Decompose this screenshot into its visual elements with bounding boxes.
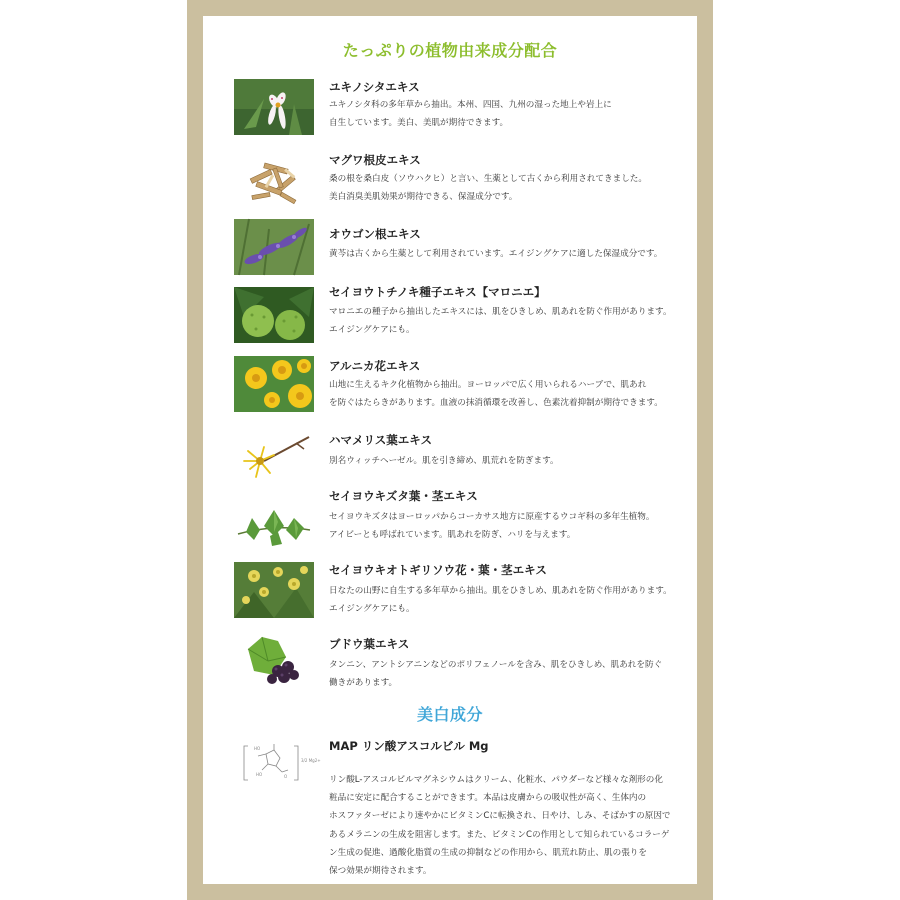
ingredient-photo [234, 429, 314, 485]
description-line: マロニエの種子から抽出したエキスには、肌をひきしめ、肌あれを防ぐ作用があります。 [329, 307, 672, 317]
svg-text:HO: HO [256, 772, 263, 777]
description-line: ユキノシタ科の多年草から抽出。本州、四国、九州の湿った地上や岩上に [329, 100, 612, 110]
ingredient-photo [234, 496, 314, 552]
description-line: 美白消臭美肌効果が期待できる、保湿成分です。 [329, 192, 518, 202]
ingredient-description [329, 303, 672, 339]
description-line: 自生しています。美白、美肌が期待できます。 [329, 118, 509, 128]
description-line: 働きがあります。 [329, 678, 398, 688]
description-line: 保つ効果が期待されます。 [329, 866, 432, 877]
ingredient-photo [234, 287, 314, 343]
whitening-title: 美白成分 [416, 705, 483, 724]
ingredient-description [329, 452, 559, 470]
ingredient-description [329, 656, 662, 692]
description-line: 黄芩は古くから生薬として利用されています。エイジングケアに適した保湿成分です。 [329, 249, 663, 259]
svg-text:HO: HO [254, 746, 261, 751]
ingredient-name: MAP リン酸アスコルビル Mg [329, 739, 489, 753]
ingredient-photo [234, 356, 314, 412]
description-line: あるメラニンの生成を阻害します。また、ビタミンCの作用として知られているコラーゲ [329, 829, 670, 840]
description-line: 桑の根を桑白皮（ソウハクヒ）と言い、生薬として古くから利用されてきました。 [329, 174, 647, 184]
ingredient-description [329, 376, 663, 412]
ingredient-name: セイヨウキオトギリソウ花・葉・茎エキス [329, 563, 547, 577]
ingredient-name: セイヨウトチノキ種子エキス【マロニエ】 [329, 285, 546, 299]
description-line: エイジングケアにも。 [329, 604, 415, 614]
ingredient-name: オウゴン根エキス [329, 227, 421, 241]
ingredient-photo [234, 631, 314, 687]
svg-text:O: O [284, 774, 288, 779]
description-line: 別名ウィッチヘーゼル。肌を引き締め、肌荒れを防ぎます。 [329, 456, 559, 466]
description-line: アイビーとも呼ばれています。肌あれを防ぎ、ハリを与えます。 [329, 530, 576, 540]
description-line: セイヨウキズタはヨーロッパからコーカサス地方に原産するウコギ科の多年生植物。 [329, 512, 655, 522]
description-line: タンニン、アントシアニンなどのポリフェノールを含み、肌をひきしめ、肌あれを防ぐ [329, 660, 663, 670]
ingredient-photo [234, 219, 314, 275]
ingredient-description [329, 245, 662, 263]
description-line: を防ぐはたらきがあります。血液の抹消循環を改善し、色素沈着抑制が期待できます。 [329, 398, 663, 408]
ingredient-description [329, 170, 647, 206]
ingredient-description [329, 582, 672, 618]
svg-text:3/2 Mg2+: 3/2 Mg2+ [301, 758, 321, 763]
ingredient-description [329, 96, 612, 132]
ingredient-description [329, 771, 671, 880]
ingredient-photo [234, 562, 314, 618]
description-line: 粧品に安定に配合することができます。本品は皮膚からの吸収性が高く、生体内の [329, 793, 647, 804]
ingredient-name: セイヨウキズタ葉・茎エキス [329, 489, 478, 503]
chemical-structure-image [234, 740, 321, 790]
description-line: ホスファターゼにより速やかにビタミンCに転換され、日やけ、しみ、そばかすの原因で [329, 811, 671, 822]
ingredient-photo [234, 152, 314, 208]
ingredient-name: ユキノシタエキス [329, 80, 420, 94]
description-line: 日なたの山野に自生する多年草から抽出。肌をひきしめ、肌あれを防ぐ作用があります。 [329, 586, 672, 596]
ingredient-description [329, 508, 654, 544]
description-line: リン酸L-アスコルビルマグネシウムはクリーム、化粧水、パウダーなど様々な剤形の化 [329, 775, 663, 785]
content-panel [203, 16, 697, 884]
page-title: たっぷりの植物由来成分配合 [342, 41, 558, 60]
ingredient-name: アルニカ花エキス [329, 359, 421, 373]
ingredient-name: ハマメリス葉エキス [329, 433, 433, 447]
ingredient-photo [234, 79, 314, 135]
description-line: エイジングケアにも。 [329, 325, 415, 335]
ingredient-name: マグワ根皮エキス [329, 153, 421, 167]
beige-frame [187, 0, 713, 900]
description-line: ン生成の促進、過酸化脂質の生成の抑制などの作用から、肌荒れ防止、肌の張りを [329, 847, 647, 858]
ingredient-name: ブドウ葉エキス [329, 637, 410, 651]
description-line: 山地に生えるキク化植物から抽出。ヨーロッパで広く用いられるハーブで、肌あれ [329, 380, 647, 390]
